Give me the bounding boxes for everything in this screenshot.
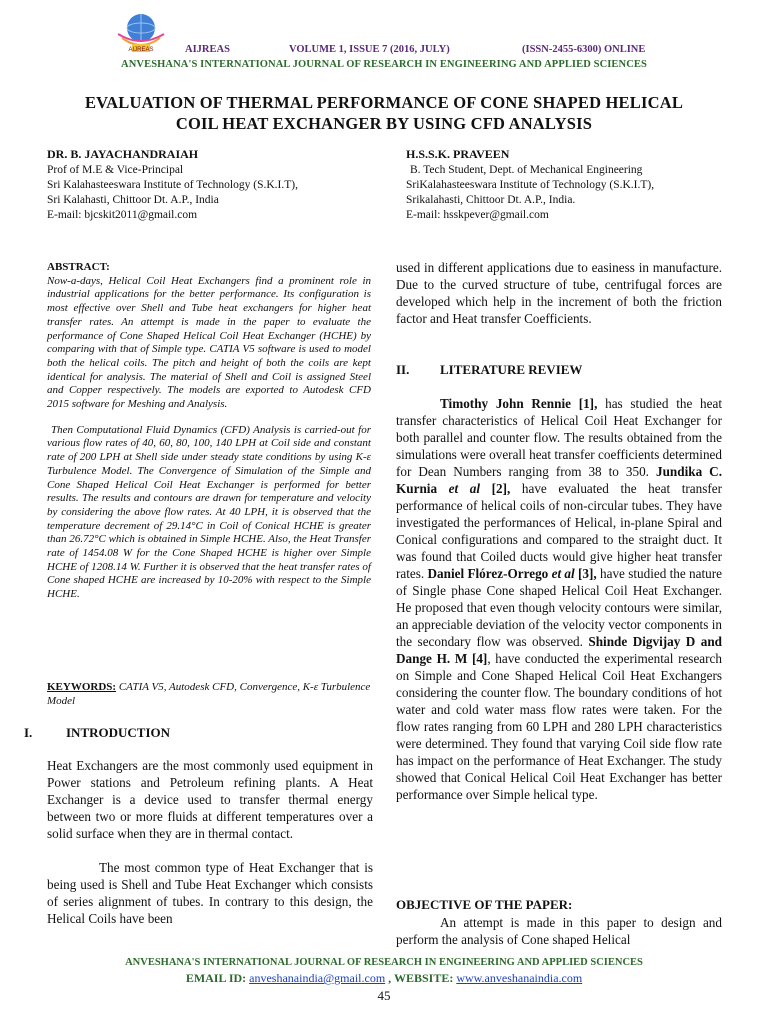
issn: (ISSN-2455-6300) ONLINE <box>522 44 646 55</box>
paragraph: An attempt is made in this paper to design and perform the analysis of Cone shaped Helical <box>396 915 722 947</box>
email-link[interactable]: anveshanaindia@gmail.com <box>249 971 386 985</box>
logo-text: AIJREAS <box>128 47 154 53</box>
abstract <box>47 261 371 614</box>
literature-review-text <box>396 395 722 803</box>
journal-abbr: AIJREAS <box>185 44 230 55</box>
journal-name-header: ANVESHANA'S INTERNATIONAL JOURNAL OF RESEARCH IN ENGINEERING AND APPLIED SCIENCES <box>121 59 647 70</box>
abstract-paragraph: Then Computational Fluid Dynamics (CFD) Analysis is carried-out for various flow rates of 40, 60, 80, 100, 140 LPH at Coil side and constant rate of 200 LPH at Shell side under steady state conditions by using K-ε Turbulence Model. The Convergence of Simulation of the Simple and Cone Shaped Helical Coil Heat Exchanger is performed for better results. The results and contours are drawn for temperature and velocity by considering the above flow rates. At 40 LPH, it is observed that the temperature decrement of 29.14°C in Coil of Conical HCHE is greater than 26.72°C which is obtained in Simple HCHE. Also, the Heat Transfer rate of 1454.08 W for the Cone Shaped HCHE is higher over Simple HCHE of 1208.14 W. Further it is observed that the heat transfer rates of Cone shaped HCHE are increased by 10-20% with respect to the Simple HCHE. <box>47 423 371 601</box>
section-heading-introduction: I. INTRODUCTION <box>24 725 171 740</box>
website-link[interactable]: www.anveshanaindia.com <box>456 971 583 985</box>
objective-text <box>396 914 722 948</box>
section-heading-objective: OBJECTIVE OF THE PAPER: <box>396 897 573 912</box>
paper-title: EVALUATION OF THERMAL PERFORMANCE OF CONE SHAPED HELICAL COIL HEAT EXCHANGER BY USING CFD ANALYSIS <box>84 93 684 133</box>
introduction-text <box>47 757 373 927</box>
page-number: 45 <box>377 988 391 1003</box>
paragraph: Heat Exchangers are the most commonly used equipment in Power stations and Petroleum refining plants. A Heat Exchanger is a device used to transfer thermal energy between two or more fluids at different temperatures over a solid surface when they are in thermal contact. <box>47 758 373 841</box>
continued-paragraph: used in different applications due to easiness in manufacture. Due to the curved structure of tube, centrifugal forces are developed which help in the increment of both the friction factor and Heat transfer Coefficients. <box>396 260 722 326</box>
section-heading-literature-review: II. LITERATURE REVIEW <box>396 362 583 377</box>
footer-journal-name: ANVESHANA'S INTERNATIONAL JOURNAL OF RESEARCH IN ENGINEERING AND APPLIED SCIENCES <box>125 957 643 968</box>
keywords-label: KEYWORDS: <box>47 681 117 693</box>
footer-contact: EMAIL ID: anveshanaindia@gmail.com , WEBSITE: www.anveshanaindia.com <box>185 971 583 985</box>
author-name: H.S.S.K. PRAVEEN <box>406 147 510 161</box>
author-1: DR. B. JAYACHANDRAIAH Prof of M.E & Vice-Principal Sri Kalahasteeswara Institute of Technology (S.K.I.T), Sri Kalahasti, Chittoor Dt. A.P., India E-mail: bjcskit2011@gmail.com <box>47 147 298 221</box>
running-header <box>0 44 768 60</box>
abstract-heading: ABSTRACT: <box>47 261 110 273</box>
author-name: DR. B. JAYACHANDRAIAH <box>47 147 199 161</box>
volume-info: VOLUME 1, ISSUE 7 (2016, JULY) <box>289 44 450 55</box>
keywords: KEYWORDS: CATIA V5, Autodesk CFD, Convergence, K-ε Turbulence Model <box>47 681 371 707</box>
author-2: H.S.S.K. PRAVEEN B. Tech Student, Dept. of Mechanical Engineering SriKalahasteeswara Institute of Technology (S.K.I.T), Srikalahasti, Chittoor Dt. A.P., India. E-mail: hsskpever@gmail.com <box>406 147 655 221</box>
paragraph: The most common type of Heat Exchanger that is being used is Shell and Tube Heat Exchanger which consists of series alignment of tubes. In contrary to this design, the Helical Coils have been <box>47 860 373 926</box>
paragraph: Timothy John Rennie [1], has studied the heat transfer characteristics of Helical Coil Heat Exchanger for both parallel and counter flow. The results obtained from the simulations were overall heat transfer coefficients determined for Dean Numbers ranging from 38 to 350. Jundika C. Kurnia et al [2], have evaluated the heat transfer performance of helical coils of non-circular tubes. They have investigated the performances of Helical, in-plane Spiral and Conical configurations and compared to the straight duct. It was found that Coiled ducts would give higher heat transfer rates. Daniel Flórez-Orrego et al [3], have studied the nature of Single phase Cone shaped Helical Coil Heat Exchanger. He proposed that even though velocity contours were similar, an appreciable deviation of the velocity vector components in the secondary flow was observed. Shinde Digvijay D and Dange H. M [4], have conducted the experimental research on Simple and Cone Shaped Helical Coil Heat Exchangers considering the counter flow. The boundary conditions of hot water and cold water mass flow rates were taken. For the flow rates ranging from 60 LPH and 280 LPH characteristics were determined. They found that varying Coil side flow rate has impact on the performance of Heat Exchanger. The study showed that Conical Helical Coil Heat Exchanger has better performance over Simple helical type. <box>396 396 722 802</box>
abstract-paragraph: Now-a-days, Helical Coil Heat Exchangers find a prominent role in industrial applications for the better performance. Its configuration is most effective over Shell and Tube heat exchangers for higher heat transfer rates. An attempt is made in the paper to evaluate the performance of Cone Shaped Helical Coil Heat Exchanger (HCHE) by comparing with that of Simple type. CATIA V5 software is used to model both the helical coils. The pitch and height of both the coils are kept identical for analysis. The material of Shell and Coil is assigned Steel and Copper respectively. The models are exported to Autodesk CFD 2015 software for Meshing and Analysis. <box>47 274 371 411</box>
